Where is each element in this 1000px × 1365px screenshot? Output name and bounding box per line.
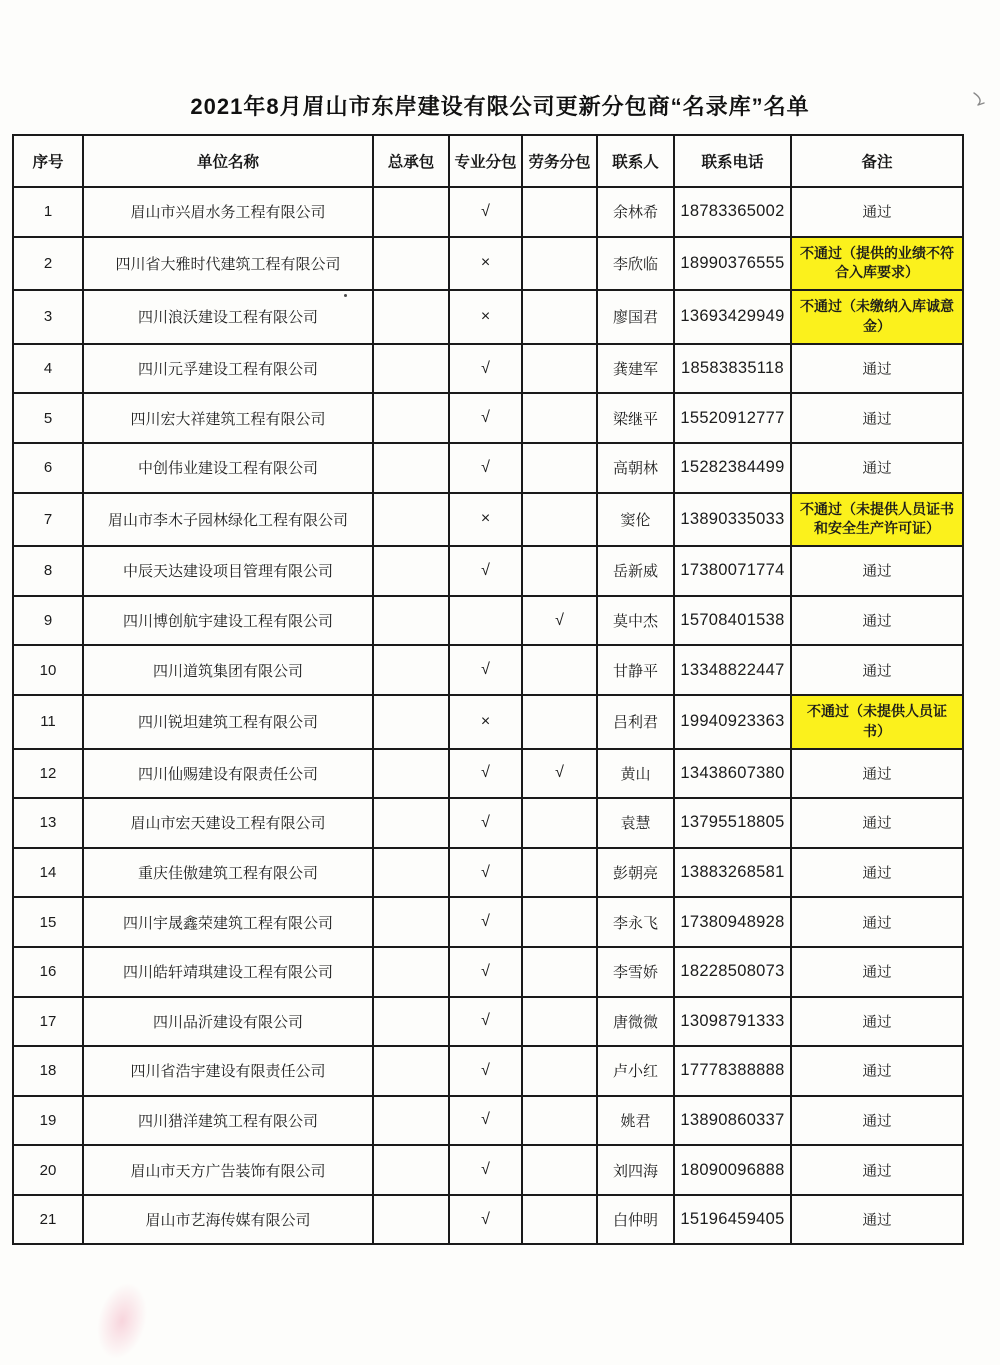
- cell-contact-person: 白仲明: [597, 1195, 674, 1245]
- cell-contact-phone: 15196459405: [674, 1195, 791, 1245]
- cell-index: 2: [13, 237, 83, 291]
- table-row: [13, 695, 963, 749]
- cell-contact-phone: 15520912777: [674, 393, 791, 443]
- cell-professional-sub: √: [449, 1096, 522, 1146]
- header-professional-sub: 专业分包: [449, 135, 522, 187]
- cell-general-contract: [373, 237, 449, 291]
- cell-contact-phone: 13795518805: [674, 798, 791, 848]
- cell-company-name: 四川品沂建设有限公司: [83, 997, 373, 1047]
- table-row: [13, 848, 963, 898]
- table-row: [13, 237, 963, 291]
- cell-professional-sub: √: [449, 1195, 522, 1245]
- table-row: [13, 947, 963, 997]
- cell-remark: 通过: [791, 897, 963, 947]
- cell-contact-phone: 13890335033: [674, 493, 791, 547]
- cell-contact-person: 彭朝亮: [597, 848, 674, 898]
- cell-company-name: 四川博创航宇建设工程有限公司: [83, 596, 373, 646]
- cell-general-contract: [373, 645, 449, 695]
- cell-remark: 通过: [791, 443, 963, 493]
- cell-labor-sub: [522, 798, 597, 848]
- cell-company-name: 重庆佳傲建筑工程有限公司: [83, 848, 373, 898]
- cell-contact-phone: 17380071774: [674, 546, 791, 596]
- cell-professional-sub: √: [449, 997, 522, 1047]
- cell-remark: 不通过（未提供人员证书）: [791, 695, 963, 749]
- cell-remark: 通过: [791, 947, 963, 997]
- cell-contact-person: 甘静平: [597, 645, 674, 695]
- table-row: [13, 596, 963, 646]
- header-contact-phone: 联系电话: [674, 135, 791, 187]
- cell-general-contract: [373, 1046, 449, 1096]
- cell-general-contract: [373, 1096, 449, 1146]
- cell-labor-sub: [522, 1046, 597, 1096]
- table-row: [13, 546, 963, 596]
- cell-contact-phone: 15708401538: [674, 596, 791, 646]
- table-header-row: [13, 135, 963, 187]
- cell-remark: 通过: [791, 393, 963, 443]
- cell-general-contract: [373, 1145, 449, 1195]
- cell-contact-person: 袁慧: [597, 798, 674, 848]
- cell-index: 13: [13, 798, 83, 848]
- cell-general-contract: [373, 393, 449, 443]
- cell-general-contract: [373, 443, 449, 493]
- cell-contact-person: 窦伦: [597, 493, 674, 547]
- cell-general-contract: [373, 596, 449, 646]
- cell-professional-sub: √: [449, 344, 522, 394]
- cell-contact-person: 梁继平: [597, 393, 674, 443]
- table-row: [13, 187, 963, 237]
- cell-general-contract: [373, 897, 449, 947]
- cell-remark: 不通过（未缴纳入库诚意金）: [791, 290, 963, 344]
- cell-company-name: 眉山市兴眉水务工程有限公司: [83, 187, 373, 237]
- cell-professional-sub: √: [449, 393, 522, 443]
- header-remarks: 备注: [791, 135, 963, 187]
- cell-contact-phone: 19940923363: [674, 695, 791, 749]
- cell-professional-sub: √: [449, 848, 522, 898]
- cell-remark: 通过: [791, 187, 963, 237]
- table-row: [13, 997, 963, 1047]
- table-row: [13, 393, 963, 443]
- cell-labor-sub: [522, 1096, 597, 1146]
- cell-labor-sub: [522, 187, 597, 237]
- cell-index: 14: [13, 848, 83, 898]
- cell-professional-sub: ×: [449, 290, 522, 344]
- cell-index: 9: [13, 596, 83, 646]
- cell-index: 8: [13, 546, 83, 596]
- cell-general-contract: [373, 749, 449, 799]
- cell-contact-person: 吕利君: [597, 695, 674, 749]
- cell-contact-phone: 18090096888: [674, 1145, 791, 1195]
- cell-company-name: 四川省大雅时代建筑工程有限公司: [83, 237, 373, 291]
- cell-labor-sub: [522, 493, 597, 547]
- cell-contact-person: 刘四海: [597, 1145, 674, 1195]
- cell-labor-sub: [522, 546, 597, 596]
- cell-company-name: 眉山市天方广告装饰有限公司: [83, 1145, 373, 1195]
- cell-contact-person: 余林希: [597, 187, 674, 237]
- table-row: [13, 798, 963, 848]
- cell-contact-person: 莫中杰: [597, 596, 674, 646]
- cell-contact-person: 龚建军: [597, 344, 674, 394]
- table-row: [13, 749, 963, 799]
- cell-index: 11: [13, 695, 83, 749]
- cell-professional-sub: ×: [449, 493, 522, 547]
- cell-general-contract: [373, 695, 449, 749]
- cell-contact-phone: 13438607380: [674, 749, 791, 799]
- cell-professional-sub: ×: [449, 237, 522, 291]
- cell-professional-sub: [449, 596, 522, 646]
- cell-remark: 通过: [791, 798, 963, 848]
- pen-squiggle-mark: [970, 90, 990, 119]
- cell-company-name: 四川浪沃建设工程有限公司: [83, 290, 373, 344]
- cell-contact-person: 姚君: [597, 1096, 674, 1146]
- table-row: [13, 443, 963, 493]
- cell-professional-sub: √: [449, 749, 522, 799]
- cell-contact-phone: 18228508073: [674, 947, 791, 997]
- header-general-contract: 总承包: [373, 135, 449, 187]
- cell-company-name: 眉山市李木子园林绿化工程有限公司: [83, 493, 373, 547]
- header-labor-sub: 劳务分包: [522, 135, 597, 187]
- header-contact-person: 联系人: [597, 135, 674, 187]
- cell-contact-phone: 18583835118: [674, 344, 791, 394]
- cell-index: 12: [13, 749, 83, 799]
- cell-labor-sub: √: [522, 596, 597, 646]
- cell-index: 21: [13, 1195, 83, 1245]
- cell-index: 6: [13, 443, 83, 493]
- table-row: [13, 1145, 963, 1195]
- cell-labor-sub: [522, 1195, 597, 1245]
- cell-remark: 通过: [791, 546, 963, 596]
- cell-labor-sub: √: [522, 749, 597, 799]
- pink-smudge-mark: [89, 1277, 154, 1364]
- cell-contact-phone: 13348822447: [674, 645, 791, 695]
- cell-index: 20: [13, 1145, 83, 1195]
- cell-labor-sub: [522, 393, 597, 443]
- cell-general-contract: [373, 290, 449, 344]
- cell-company-name: 中辰天达建设项目管理有限公司: [83, 546, 373, 596]
- cell-index: 17: [13, 997, 83, 1047]
- cell-contact-person: 李永飞: [597, 897, 674, 947]
- table-row: [13, 897, 963, 947]
- cell-contact-phone: 13883268581: [674, 848, 791, 898]
- cell-company-name: 四川猎洋建筑工程有限公司: [83, 1096, 373, 1146]
- cell-index: 16: [13, 947, 83, 997]
- cell-general-contract: [373, 848, 449, 898]
- cell-labor-sub: [522, 290, 597, 344]
- cell-company-name: 四川道筑集团有限公司: [83, 645, 373, 695]
- cell-contact-phone: 13098791333: [674, 997, 791, 1047]
- cell-contact-person: 高朝林: [597, 443, 674, 493]
- cell-company-name: 四川元孚建设工程有限公司: [83, 344, 373, 394]
- table-row: [13, 645, 963, 695]
- cell-contact-person: 李欣临: [597, 237, 674, 291]
- cell-contact-person: 卢小红: [597, 1046, 674, 1096]
- cell-remark: 通过: [791, 749, 963, 799]
- cell-labor-sub: [522, 947, 597, 997]
- table-body: [13, 187, 963, 1244]
- cell-index: 7: [13, 493, 83, 547]
- cell-contact-phone: 15282384499: [674, 443, 791, 493]
- cell-labor-sub: [522, 1145, 597, 1195]
- subcontractor-roster-table: [12, 134, 964, 1245]
- cell-remark: 通过: [791, 1145, 963, 1195]
- cell-professional-sub: ×: [449, 695, 522, 749]
- cell-index: 19: [13, 1096, 83, 1146]
- cell-index: 1: [13, 187, 83, 237]
- header-index: 序号: [13, 135, 83, 187]
- cell-company-name: 眉山市艺海传媒有限公司: [83, 1195, 373, 1245]
- cell-professional-sub: √: [449, 187, 522, 237]
- cell-contact-phone: 17778388888: [674, 1046, 791, 1096]
- cell-company-name: 四川锐坦建筑工程有限公司: [83, 695, 373, 749]
- table-row: [13, 344, 963, 394]
- cell-labor-sub: [522, 344, 597, 394]
- cell-general-contract: [373, 997, 449, 1047]
- cell-index: 5: [13, 393, 83, 443]
- cell-contact-phone: 13890860337: [674, 1096, 791, 1146]
- cell-index: 10: [13, 645, 83, 695]
- table-row: [13, 1096, 963, 1146]
- cell-index: 4: [13, 344, 83, 394]
- cell-labor-sub: [522, 897, 597, 947]
- cell-remark: 通过: [791, 344, 963, 394]
- cell-general-contract: [373, 947, 449, 997]
- cell-contact-phone: 13693429949: [674, 290, 791, 344]
- cell-general-contract: [373, 493, 449, 547]
- cell-index: 15: [13, 897, 83, 947]
- cell-professional-sub: √: [449, 1145, 522, 1195]
- cell-company-name: 四川仙赐建设有限责任公司: [83, 749, 373, 799]
- cell-company-name: 四川省浩宇建设有限责任公司: [83, 1046, 373, 1096]
- cell-professional-sub: √: [449, 546, 522, 596]
- cell-professional-sub: √: [449, 645, 522, 695]
- page-title: 2021年8月眉山市东岸建设有限公司更新分包商“名录库”名单: [190, 94, 810, 119]
- cell-labor-sub: [522, 443, 597, 493]
- cell-remark: 通过: [791, 1046, 963, 1096]
- cell-remark: 通过: [791, 997, 963, 1047]
- cell-labor-sub: [522, 997, 597, 1047]
- table-row: [13, 290, 963, 344]
- cell-professional-sub: √: [449, 897, 522, 947]
- cell-professional-sub: √: [449, 443, 522, 493]
- cell-remark: 通过: [791, 1096, 963, 1146]
- header-company-name: 单位名称: [83, 135, 373, 187]
- cell-labor-sub: [522, 695, 597, 749]
- cell-index: 3: [13, 290, 83, 344]
- cell-contact-person: 岳新威: [597, 546, 674, 596]
- ink-dot-mark: [344, 294, 347, 297]
- cell-labor-sub: [522, 645, 597, 695]
- cell-remark: 不通过（提供的业绩不符合入库要求）: [791, 237, 963, 291]
- cell-contact-phone: 17380948928: [674, 897, 791, 947]
- cell-remark: 不通过（未提供人员证书和安全生产许可证）: [791, 493, 963, 547]
- cell-professional-sub: √: [449, 798, 522, 848]
- cell-labor-sub: [522, 237, 597, 291]
- cell-contact-person: 唐微微: [597, 997, 674, 1047]
- cell-contact-phone: 18783365002: [674, 187, 791, 237]
- cell-general-contract: [373, 187, 449, 237]
- cell-company-name: 中创伟业建设工程有限公司: [83, 443, 373, 493]
- cell-remark: 通过: [791, 596, 963, 646]
- table-row: [13, 1195, 963, 1245]
- cell-remark: 通过: [791, 645, 963, 695]
- cell-general-contract: [373, 1195, 449, 1245]
- cell-remark: 通过: [791, 1195, 963, 1245]
- cell-company-name: 眉山市宏天建设工程有限公司: [83, 798, 373, 848]
- table-row: [13, 1046, 963, 1096]
- cell-contact-phone: 18990376555: [674, 237, 791, 291]
- cell-contact-person: 廖国君: [597, 290, 674, 344]
- cell-contact-person: 李雪娇: [597, 947, 674, 997]
- cell-professional-sub: √: [449, 1046, 522, 1096]
- cell-general-contract: [373, 546, 449, 596]
- cell-general-contract: [373, 798, 449, 848]
- cell-professional-sub: √: [449, 947, 522, 997]
- cell-index: 18: [13, 1046, 83, 1096]
- cell-company-name: 四川皓轩靖琪建设工程有限公司: [83, 947, 373, 997]
- cell-company-name: 四川宏大祥建筑工程有限公司: [83, 393, 373, 443]
- table-row: [13, 493, 963, 547]
- cell-company-name: 四川宇晟鑫荣建筑工程有限公司: [83, 897, 373, 947]
- cell-labor-sub: [522, 848, 597, 898]
- cell-general-contract: [373, 344, 449, 394]
- cell-contact-person: 黄山: [597, 749, 674, 799]
- cell-remark: 通过: [791, 848, 963, 898]
